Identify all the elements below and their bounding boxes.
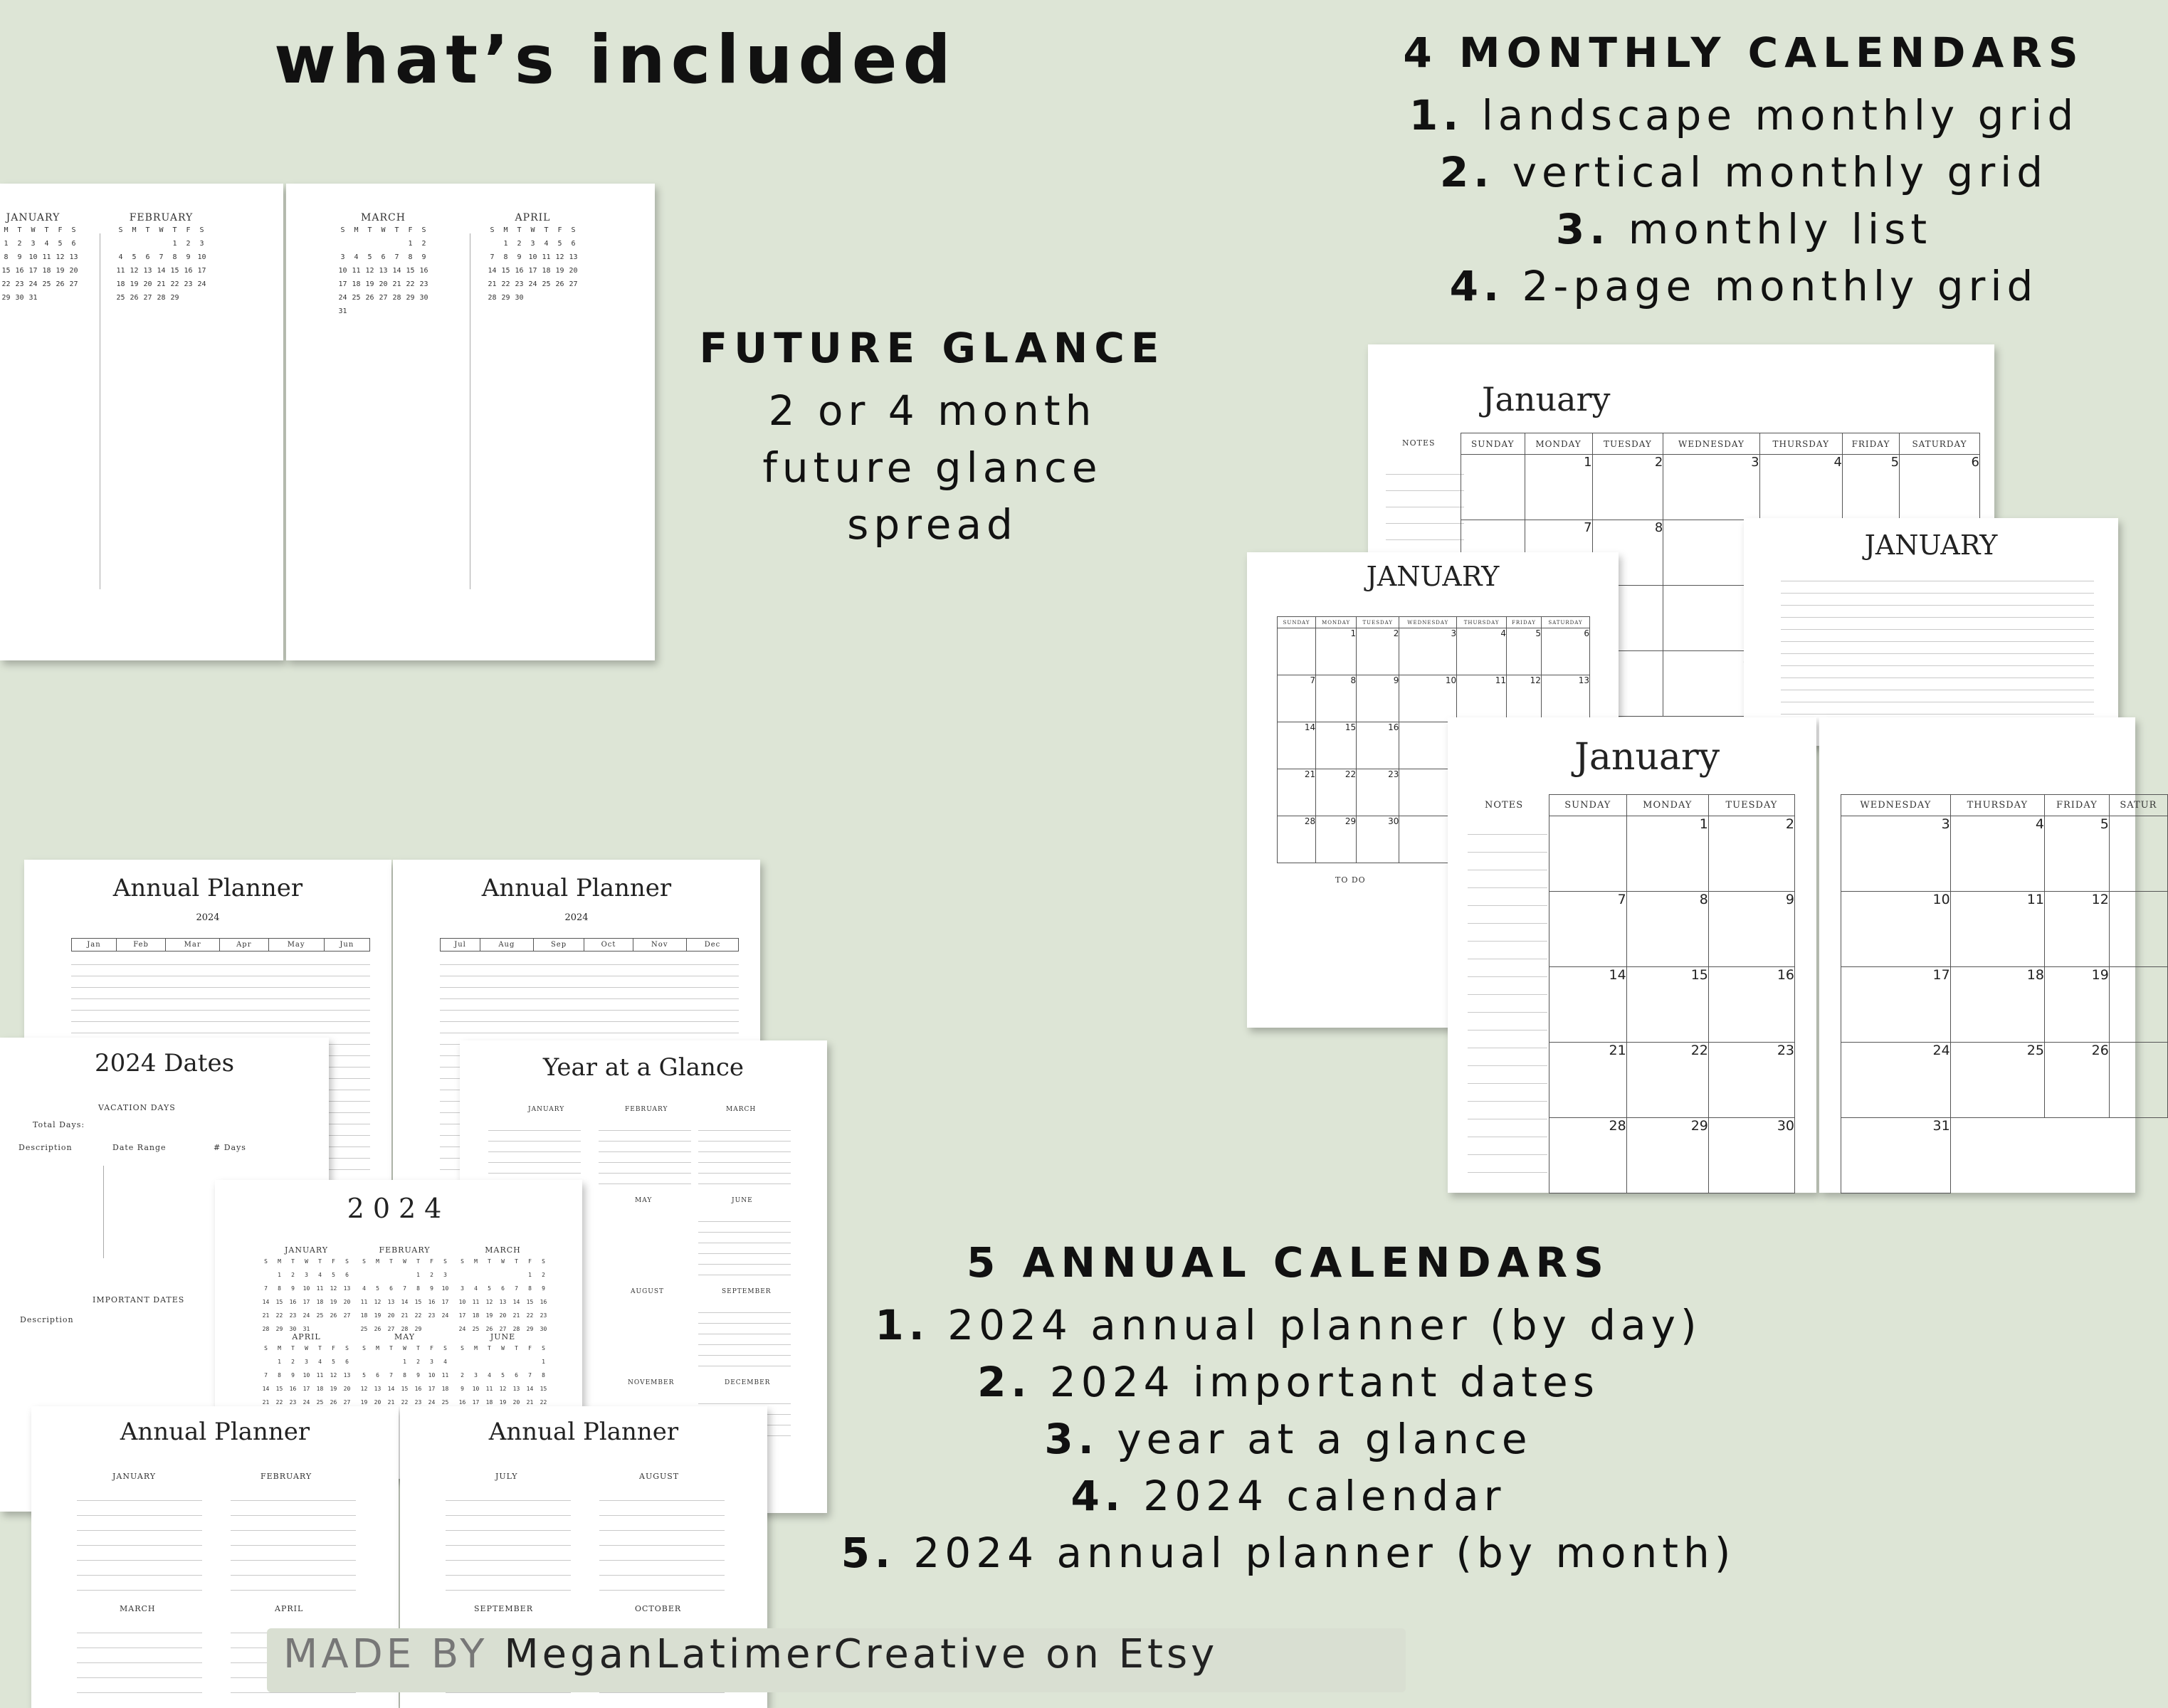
yag-month: FEBRUARY [625, 1106, 668, 1113]
month-mini-calendar: JANUARY S M T W T F S 1 2 3 4 5 6 7 8 9 10 11 12 13 14 15 16 17 18 19 20 21 22 23 24 25 26 27 28 29 30 31 [262, 1245, 351, 1332]
monthly-item: 1. landscape monthly grid [1409, 91, 2079, 139]
description-label: Description [19, 1143, 73, 1152]
monthly-list-page [1744, 518, 2118, 746]
annual-item: 4. 2024 calendar [1070, 1472, 1506, 1520]
calendar-year: 2024 [347, 1193, 451, 1224]
future-glance-line: 2 or 4 month [768, 386, 1097, 435]
future-glance-section [662, 324, 1203, 553]
annual-section [790, 1238, 1787, 1581]
mini-calendar-table: S M T W T F S 1 2 3 4 5 6 7 8 9 10 11 12 13 14 15 16 17 18 19 20 21 22 23 24 25 26 27 28 29 [116, 226, 206, 302]
planner-year: 2024 [196, 912, 220, 923]
month-mini-calendar: JUNE S M T W T F S 1 2 3 4 5 6 7 8 9 10 11 12 13 14 15 16 17 18 19 20 21 22 [458, 1332, 547, 1406]
planner-title: Annual Planner [112, 874, 303, 902]
annual-heading: 5 ANNUAL CALENDARS [967, 1238, 1610, 1287]
future-glance-heading: FUTURE GLANCE [699, 324, 1166, 372]
yag-month: AUGUST [631, 1288, 665, 1295]
monthly-section [1352, 28, 2135, 315]
annual-item: 3. year at a glance [1044, 1415, 1532, 1463]
landscape-calendar-grid: SUNDAY MONDAY TUESDAY WEDNESDAY THURSDAY FRIDAY SATURDAY 1 2 3 4 5 6 7 8 [1461, 433, 1980, 717]
notes-label: NOTES [1402, 438, 1436, 448]
important-dates-label: IMPORTANT DATES [93, 1295, 185, 1304]
month-label: APRIL [515, 212, 551, 223]
month-label: FEBRUARY [129, 212, 194, 223]
month-title: January [1482, 380, 1611, 418]
made-by-label: MADE BY [283, 1631, 488, 1677]
planner-title: Annual Planner [488, 1418, 679, 1446]
yag-month: MARCH [726, 1106, 757, 1113]
month-label: SEPTEMBER [474, 1604, 533, 1613]
annual-item: 1. 2024 annual planner (by day) [875, 1301, 1702, 1349]
vertical-calendar-grid: SUNDAY MONDAY TUESDAY WEDNESDAY THURSDAY FRIDAY SATURDAY 1 2 3 4 5 6 7 8 9 10 11 12 13 14 15 16 21 22 23 28 29 30 [1277, 616, 1590, 863]
two-page-grid-left: SUNDAY MONDAY TUESDAY 1 2 7 8 9 14 15 16 21 22 23 28 29 30 [1549, 794, 1795, 1193]
month-mini-calendar: MARCH S M T W T F S 1 2 3 4 5 6 7 8 9 10 11 12 13 14 15 16 17 18 19 20 21 22 23 24 25 26 27 28 29 30 [458, 1245, 547, 1332]
month-label: JANUARY [6, 212, 60, 223]
future-glance-page-left [0, 184, 283, 660]
annual-item: 5. 2024 annual planner (by month) [841, 1529, 1736, 1577]
month-label: JANUARY [112, 1472, 157, 1481]
future-glance-page-right [286, 184, 655, 660]
dates-title: 2024 Dates [94, 1049, 235, 1077]
mini-calendar-table: S M T W T F S 1 2 3 4 5 6 7 8 9 10 11 12 13 14 15 16 17 18 19 20 21 22 23 24 25 26 27 28 29 30 31 [338, 226, 428, 315]
annual-day-grid-right: Jul Aug Sep Oct Nov Dec [419, 938, 739, 951]
days-label: # Days [214, 1143, 246, 1152]
future-glance-line: spread [847, 500, 1018, 549]
planner-title: Annual Planner [481, 874, 672, 902]
shop-name: MeganLatimerCreative on Etsy [504, 1631, 1219, 1677]
total-days-label: Total Days: [33, 1120, 85, 1129]
monthly-item: 2. vertical monthly grid [1439, 148, 2048, 196]
vacation-label: VACATION DAYS [98, 1103, 176, 1112]
month-label: MARCH [120, 1604, 156, 1613]
date-range-label: Date Range [112, 1143, 167, 1152]
month-label: OCTOBER [635, 1604, 682, 1613]
month-mini-calendar [0, 212, 80, 305]
mini-calendar-table: M T W T F S 1 2 3 4 5 6 8 9 10 11 12 13 15 16 17 18 19 20 22 23 24 25 26 27 29 30 31 [1, 226, 78, 302]
planner-year: 2024 [564, 912, 589, 923]
monthly-heading: 4 MONTHLY CALENDARS [1403, 28, 2085, 77]
month-title: JANUARY [1864, 529, 1998, 561]
two-page-monthly-right [1819, 717, 2157, 1193]
month-label: JULY [495, 1472, 518, 1481]
two-page-grid-right: WEDNESDAY THURSDAY FRIDAY SATUR 3 4 5 10 11 12 17 18 19 24 25 26 31 [1841, 794, 2168, 1193]
yag-month: SEPTEMBER [722, 1288, 772, 1295]
month-mini-calendar: APRIL S M T W T F S 1 2 3 4 5 6 7 8 9 10 11 12 13 14 15 16 17 18 19 20 21 22 23 24 25 26 27 [262, 1332, 351, 1406]
annual-item: 2. 2024 important dates [977, 1358, 1599, 1406]
yag-month: JUNE [732, 1197, 753, 1204]
month-mini-calendar [485, 212, 580, 305]
month-title: JANUARY [1366, 561, 1500, 592]
planner-title: Annual Planner [120, 1418, 310, 1446]
month-label: AUGUST [639, 1472, 680, 1481]
yag-month: NOVEMBER [628, 1379, 675, 1386]
month-title: January [1574, 736, 1720, 779]
month-label: APRIL [275, 1604, 304, 1613]
footer-credit [283, 1631, 1218, 1677]
month-label: FEBRUARY [261, 1472, 312, 1481]
month-mini-calendar: MAY S M T W T F S 1 2 3 4 5 6 7 8 9 10 11 12 13 14 15 16 17 18 19 20 21 22 23 24 25 [360, 1332, 449, 1406]
month-mini-calendar [114, 212, 209, 305]
mini-calendar-table: S M T W T F S 1 2 3 4 5 6 7 8 9 10 11 12 13 14 15 16 17 18 19 20 21 22 23 24 25 26 27 28 29 30 [488, 226, 578, 302]
yag-month: JANUARY [528, 1106, 565, 1113]
future-glance-line: future glance [762, 443, 1103, 492]
description-label: Description [20, 1315, 74, 1324]
monthly-item: 4. 2-page monthly grid [1449, 262, 2038, 310]
yag-month: MAY [635, 1197, 653, 1204]
page-title: what’s included [274, 21, 957, 99]
todo-label: TO DO [1335, 875, 1366, 885]
month-mini-calendar [336, 212, 431, 318]
notes-label: NOTES [1485, 800, 1524, 811]
yag-title: Year at a Glance [542, 1053, 744, 1082]
month-label: MARCH [361, 212, 406, 223]
month-mini-calendar: FEBRUARY S M T W T F S 1 2 3 4 5 6 7 8 9 10 11 12 13 14 15 16 17 18 19 20 21 22 23 24 25 26 27 28 29 [360, 1245, 449, 1332]
monthly-item: 3. monthly list [1555, 205, 1932, 253]
yag-month: DECEMBER [725, 1379, 771, 1386]
annual-day-grid-left: Jan Feb Mar Apr May Jun [50, 938, 370, 951]
two-page-monthly-left [1448, 717, 1816, 1193]
